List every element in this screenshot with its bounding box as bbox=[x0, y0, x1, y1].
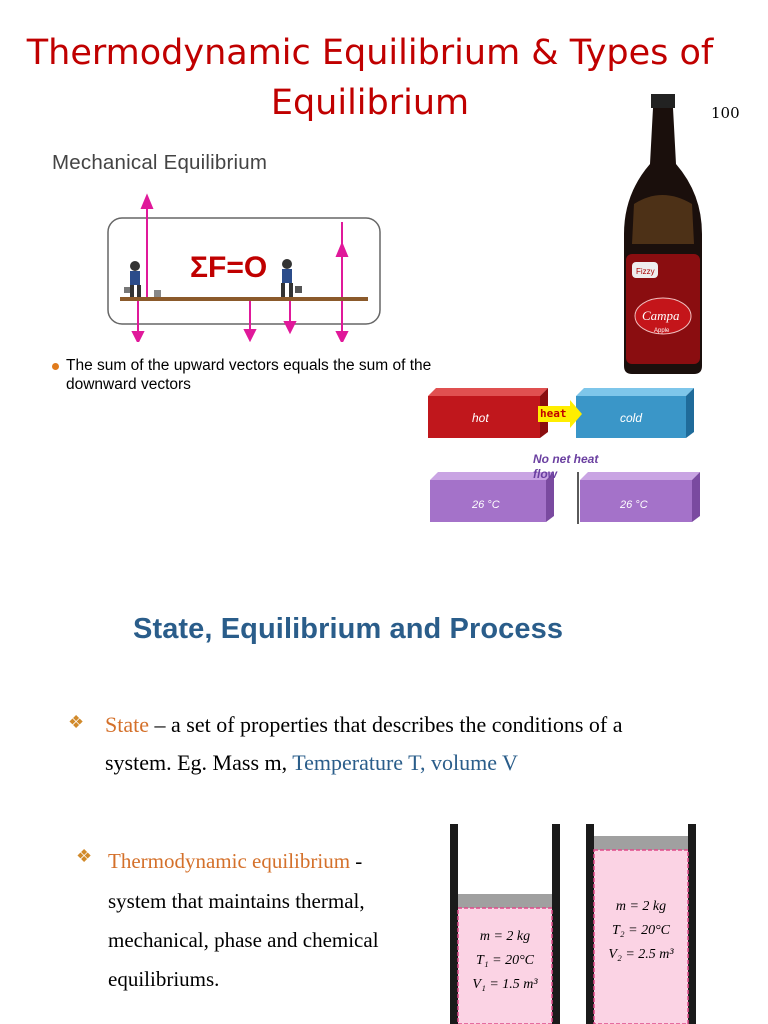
cyl2-mass: m = 2 kg bbox=[615, 899, 667, 914]
cylinder-left-values bbox=[460, 925, 550, 997]
te-line4: equilibriums. bbox=[108, 967, 220, 991]
state-equilibrium-process-heading: State, Equilibrium and Process bbox=[133, 613, 564, 645]
equation-sum-force: ΣF=O bbox=[190, 251, 268, 284]
bottle-flavor: Apple bbox=[654, 328, 670, 334]
cyl2-temp: T₂ = 20°C bbox=[611, 923, 671, 938]
cold-label: cold bbox=[620, 411, 643, 425]
heat-label: heat bbox=[540, 407, 567, 420]
cylinder-right-values bbox=[596, 895, 686, 967]
state-term: State bbox=[105, 712, 149, 737]
te-term: Thermodynamic equilibrium bbox=[108, 849, 351, 873]
cyl2-volume: V₂ = 2.5 m³ bbox=[608, 947, 674, 962]
piston-right bbox=[594, 836, 688, 850]
cyl1-mass: m = 2 kg bbox=[479, 929, 531, 944]
slide-title: Thermodynamic Equilibrium & Types of Equilibrium bbox=[26, 33, 714, 123]
state-definition-line1 bbox=[105, 712, 622, 738]
mechanical-equilibrium-diagram bbox=[100, 192, 390, 342]
bottle-top-label: Fizzy bbox=[636, 267, 655, 276]
cyl1-volume: V₁ = 1.5 m³ bbox=[472, 977, 538, 992]
mechanical-equilibrium-heading: Mechanical Equilibrium bbox=[52, 151, 268, 174]
te-dash: - bbox=[350, 849, 363, 873]
hot-label: hot bbox=[472, 411, 489, 425]
te-line1 bbox=[108, 849, 362, 874]
bucket bbox=[154, 290, 161, 297]
left-temp: 26 °C bbox=[472, 499, 500, 511]
te-line2: system that maintains thermal, bbox=[108, 889, 365, 913]
state-def1: – a set of properties that describes the conditions of a bbox=[149, 712, 623, 737]
page-number: 100 bbox=[711, 104, 740, 122]
bottle-brand: Campa bbox=[642, 308, 680, 323]
state-definition-line2 bbox=[105, 750, 518, 776]
te-line3: mechanical, phase and chemical bbox=[108, 928, 379, 952]
state-def2b: Temperature T, volume V bbox=[292, 750, 518, 775]
cyl1-temp: T₁ = 20°C bbox=[475, 953, 535, 968]
state-def2a: system. Eg. Mass m, bbox=[105, 750, 293, 775]
plank bbox=[120, 297, 368, 301]
diamond-bullet-icon: ❖ bbox=[76, 846, 93, 866]
piston-left bbox=[458, 894, 552, 908]
soda-bottle-image bbox=[622, 94, 704, 376]
bullet-text: The sum of the upward vectors equals the sum of the downward vectors bbox=[66, 357, 432, 393]
diamond-bullet-icon: ❖ bbox=[68, 712, 85, 732]
right-temp: 26 °C bbox=[620, 499, 648, 511]
worker-right bbox=[281, 259, 302, 297]
no-net-heat-label: No net heat flow bbox=[533, 452, 599, 481]
worker-left bbox=[124, 261, 141, 297]
bullet-dot bbox=[52, 363, 59, 370]
